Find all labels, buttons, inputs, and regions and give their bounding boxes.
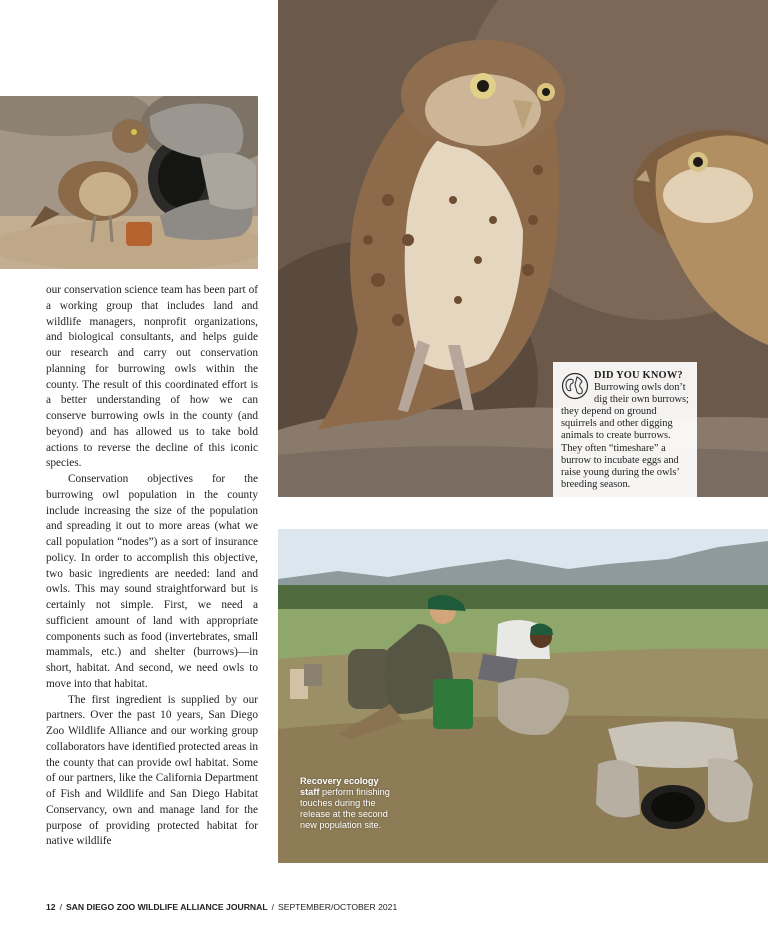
page-footer [46,902,397,914]
did-you-know-callout [553,362,697,497]
footer-separator: / [59,902,62,912]
caption-bold-lead: Recovery ecology staff [300,776,379,797]
issue-date: SEPTEMBER/OCTOBER 2021 [277,902,398,912]
article-body [46,283,258,850]
article-paragraph: The first ingredient is supplied by our partners. Over the past 10 years, San Diego Zoo Wildlife Alliance and our working group collaborators have identified protected areas in the county that can provide owl habitat. Some of our partners, like the California Department of Fish and Wildlife and San Diego Habitat Conservancy, own and manage land for the purpose of providing protected habitat for native wildlife [46,693,258,848]
globe-icon [561,372,589,400]
did-you-know-text: Burrowing owls don’t dig their own burrows; they depend on ground squirrels and other digging animals to create burrows. They often “timeshare” a burrow to incubate eggs and raise young during the owls’ breeding season. [561,382,689,490]
photo-owl-at-burrow [0,96,258,269]
article-paragraph: our conservation science team has been part of a working group that includes land and wildlife managers, nonprofit organizations, and biological consultants, and helps guide our research and carry out conservation planning for burrowing owls within the county. The result of this coordinated effort is a better understanding of how we can conserve burrowing owls in the county (and beyond) and has allowed us to take bold actions to reverse the decline of this iconic species. [46,284,258,470]
did-you-know-title: DID YOU KNOW? [594,370,683,381]
publication-name: SAN DIEGO ZOO WILDLIFE ALLIANCE JOURNAL [65,902,268,912]
footer-separator: / [271,902,274,912]
owl-burrow-illustration [0,96,258,269]
photo-caption [300,776,400,831]
caption-text: perform finishing touches during the release at the second new population site. [300,787,390,830]
page-number: 12 [46,902,56,912]
article-paragraph: Conservation objectives for the burrowing owl population in the county include increasing the size of the population and spreading it out to more areas (what we call population “nodes”) as a sort of insurance policy. In order to accomplish this objective, two basic ingredients are needed: land and owls. This may sound straightforward but is certainly not simple. First, we need a sufficient amount of land with appropriate components such as food (invertebrates, small mammals, etc.) and shelter (burrows)—in short, habitat. And second, we need owls to move into that habitat. [46,473,258,690]
